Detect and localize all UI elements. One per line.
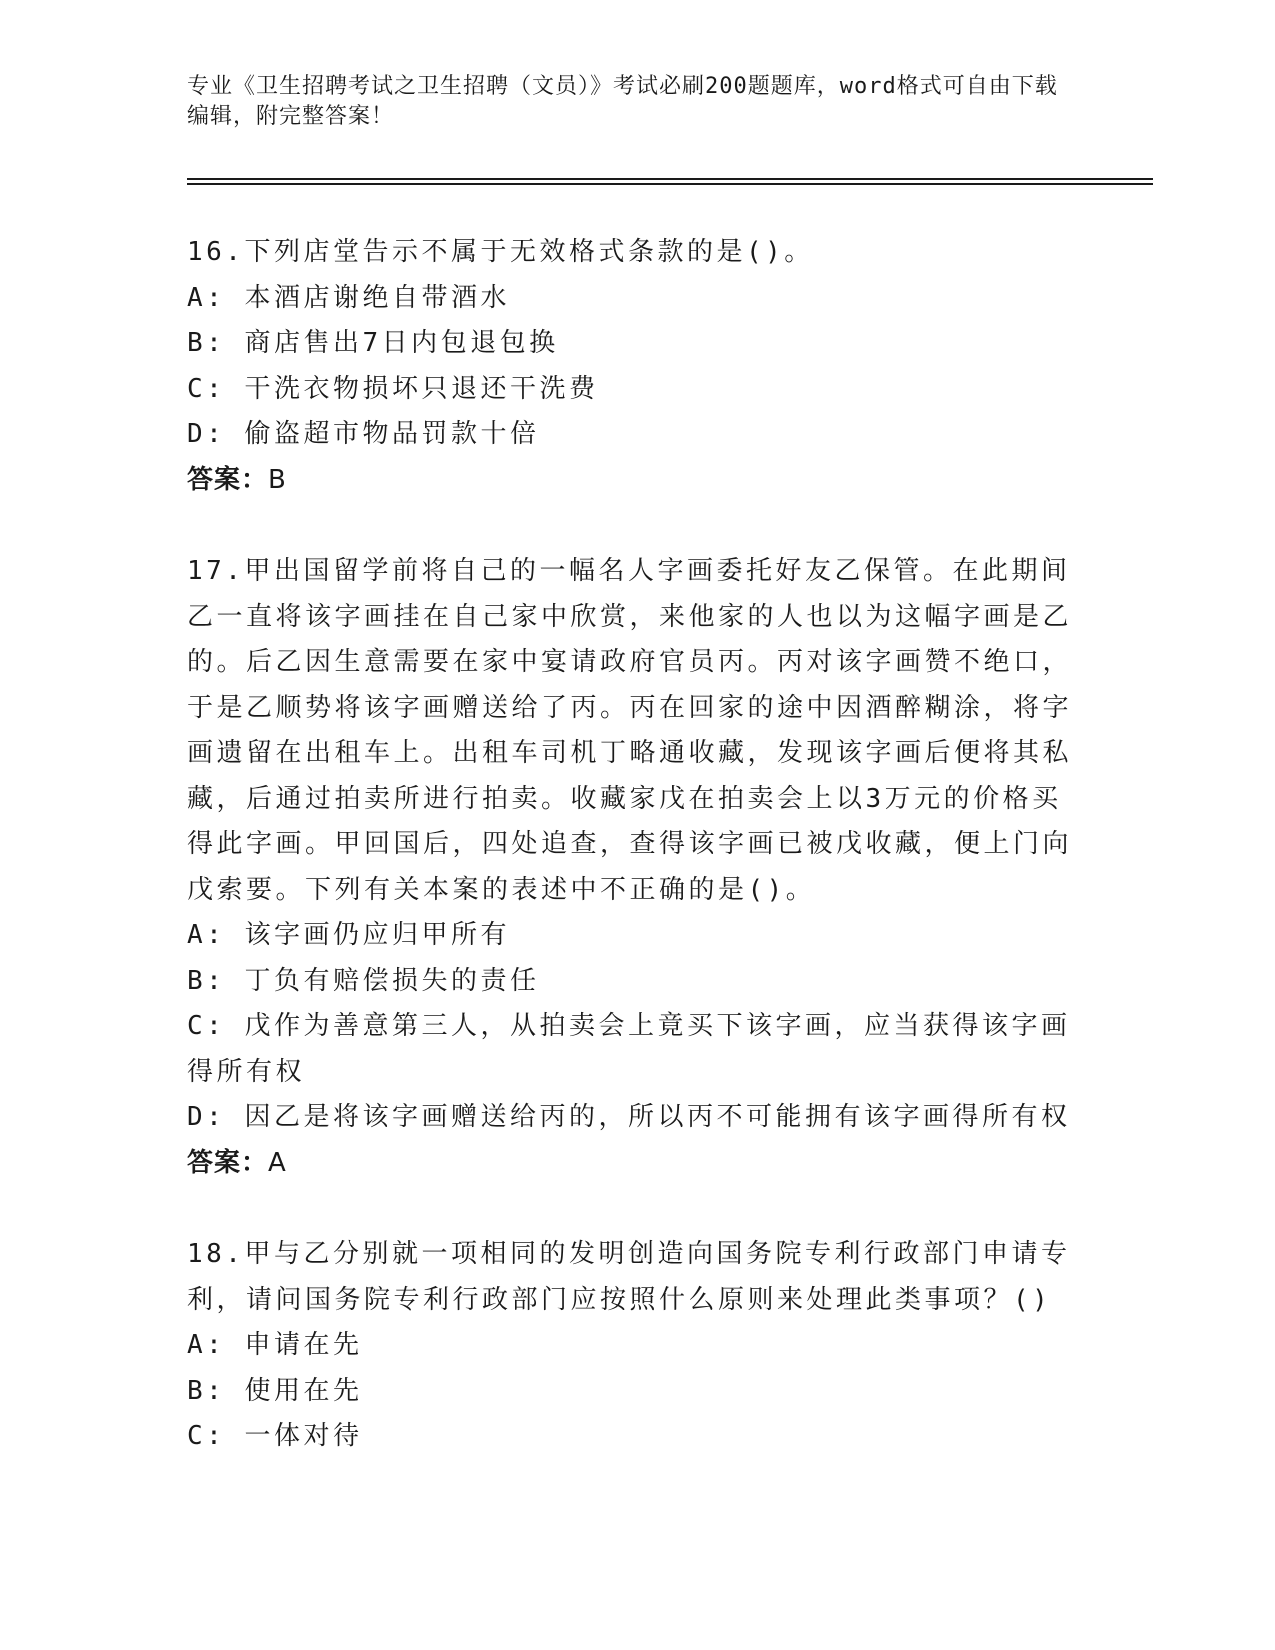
question-stem: 17.甲出国留学前将自己的一幅名人字画委托好友乙保管。在此期间乙一直将该字画挂在自己家中欣赏，来他家的人也以为这幅字画是乙的。后乙因生意需要在家中宴请政府官员丙。丙对该字画赞不绝口，于是乙顺势将该字画赠送给了丙。丙在回家的途中因酒醉糊涂，将字画遗留在出租车上。出租车司机丁略通收藏，发现该字画后便将其私藏，后通过拍卖所进行拍卖。收藏家戊在拍卖会上以3万元的价格买得此字画。甲回国后，四处追查，查得该字画已被戊收藏，便上门向戊索要。下列有关本案的表述中不正确的是()。: [187, 556, 1073, 905]
answer-label: 答案：: [187, 464, 269, 495]
question-17: [187, 549, 1087, 1186]
question-list: [187, 230, 1087, 1506]
header-divider-bottom: [187, 183, 1153, 185]
option-b: B: 丁负有赔偿损失的责任: [187, 965, 540, 996]
option-a: A: 该字画仍应归甲所有: [187, 920, 510, 950]
option-a: A: 本酒店谢绝自带酒水: [187, 282, 510, 313]
option-b: B: 使用在先: [187, 1375, 363, 1406]
option-c: C: 戊作为善意第三人，从拍卖会上竟买下该字画，应当获得该字画得所有权: [187, 1011, 1071, 1087]
option-d: D: 因乙是将该字画赠送给丙的，所以丙不可能拥有该字画得所有权: [187, 1102, 1071, 1132]
answer-value: A: [268, 1147, 287, 1178]
option-a: A: 申请在先: [187, 1330, 363, 1360]
option-c: C: 一体对待: [187, 1421, 363, 1451]
header-divider-top: [187, 178, 1153, 180]
question-18: [187, 1232, 1087, 1460]
question-16: [187, 230, 1087, 503]
answer-label: 答案：: [187, 1147, 269, 1178]
document-header: 专业《卫生招聘考试之卫生招聘（文员）》考试必刷200题题库，word格式可自由下载编辑，附完整答案！: [187, 74, 1058, 129]
question-stem: 18.甲与乙分别就一项相同的发明创造向国务院专利行政部门申请专利，请问国务院专利行政部门应按照什么原则来处理此类事项？(): [187, 1239, 1071, 1315]
answer-line: [187, 458, 1087, 504]
answer-line: [187, 1141, 1087, 1187]
option-c: C: 干洗衣物损坏只退还干洗费: [187, 373, 599, 404]
question-stem: 16.下列店堂告示不属于无效格式条款的是()。: [187, 237, 814, 267]
option-d: D: 偷盗超市物品罚款十倍: [187, 419, 540, 449]
answer-value: B: [268, 464, 287, 495]
option-b: B: 商店售出7日内包退包换: [187, 328, 559, 358]
